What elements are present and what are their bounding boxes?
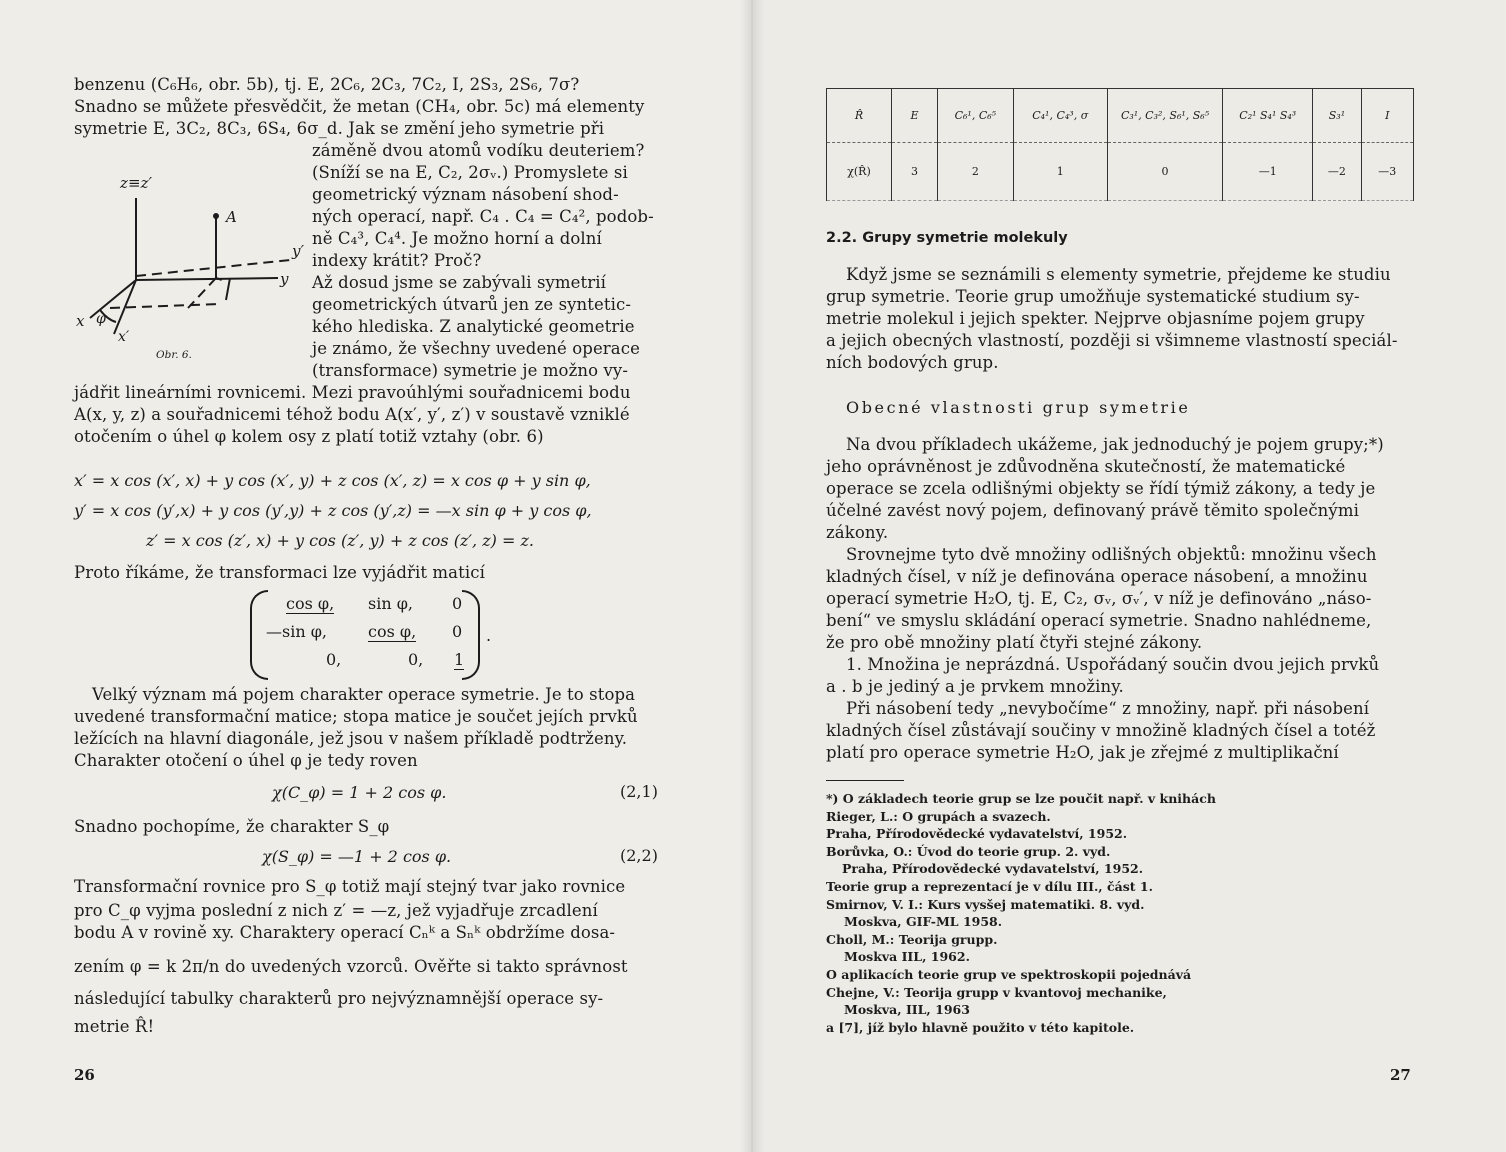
footnote-line: Praha, Přírodovědecké vydavatelství, 1952. <box>842 861 1144 877</box>
table-value-cell: 0 <box>1107 143 1222 201</box>
character-table-header <box>827 89 1414 143</box>
matrix-cell-0-2: 0 <box>452 594 463 613</box>
character-table-row <box>827 143 1414 201</box>
label-y-prime: y′ <box>292 242 305 260</box>
footnote-line: Smirnov, V. I.: Kurs vysšej matematiki. 8. vyd. <box>826 896 1145 912</box>
footnote-line: *) O základech teorie grup se lze poučit např. v knihách <box>826 791 1216 806</box>
text-line: záměně dvou atomů vodíku deuteriem? <box>312 141 645 160</box>
matrix-cell-0-0: cos φ, <box>286 594 335 613</box>
equation-2-2-number: (2,2) <box>620 846 658 865</box>
label-phi: φ <box>96 311 106 327</box>
table-header-cell: S₃¹ <box>1313 89 1361 143</box>
text-line: je známo, že všechny uvedené operace <box>312 339 640 358</box>
text-line: operací symetrie H₂O, tj. E, C₂, σᵥ, σᵥ′, v níž je definováno „náso- <box>826 589 1372 608</box>
matrix-right-bracket <box>462 590 480 680</box>
matrix-cell-1-1: cos φ, <box>368 622 417 641</box>
text-line: Snadno se můžete přesvědčit, že metan (CH₄, obr. 5c) má elementy <box>74 97 645 116</box>
label-x: x <box>76 312 85 330</box>
text-line: indexy krátit? Proč? <box>312 251 482 270</box>
text-line: a . b je jediný a je prvkem množiny. <box>826 677 1124 696</box>
book-gutter <box>740 0 764 1152</box>
footnote-line: Moskva, IIL, 1963 <box>844 1002 970 1018</box>
label-A: A <box>226 208 237 226</box>
table-value-cell: —3 <box>1361 143 1413 201</box>
text-line: platí pro operace symetrie H₂O, jak je zřejmé z multiplikační <box>826 743 1339 762</box>
text-line: účelné zavést nový pojem, definovaný právě těmito společnými <box>826 501 1359 520</box>
equation-2-1: χ(C_φ) = 1 + 2 cos φ. <box>272 783 447 802</box>
footnote-line: O aplikacích teorie grup ve spektroskopii pojednává <box>826 967 1192 982</box>
text-line: že pro obě množiny platí čtyři stejné zákony. <box>826 633 1203 652</box>
text-line: metrie molekul i jejich spekter. Nejprve objasníme pojem grupy <box>826 309 1365 328</box>
page-number-right: 27 <box>1390 1066 1411 1084</box>
footnote-line: Choll, M.: Teorija grupp. <box>826 931 998 947</box>
text-line: metrie R̂! <box>74 1017 155 1036</box>
text-line: bodu A v rovině xy. Charaktery operací Cₙᵏ a Sₙᵏ obdržíme dosa- <box>74 923 616 942</box>
matrix-cell-1-2: 0 <box>452 622 463 641</box>
table-value-cell: —2 <box>1313 143 1361 201</box>
text-line: benzenu (C₆H₆, obr. 5b), tj. E, 2C₆, 2C₃, 7C₂, I, 2S₃, 2S₆, 7σ? <box>74 75 580 94</box>
equation-2-2: χ(S_φ) = —1 + 2 cos φ. <box>262 847 452 866</box>
figure-6 <box>70 168 310 378</box>
equation-line: x′ = x cos (x′, x) + y cos (x′, y) + z cos (x′, z) = x cos φ + y sin φ, <box>74 471 591 490</box>
footnote-line: Moskva, GIF-ML 1958. <box>844 914 1003 930</box>
table-header-cell: C₆¹, C₆⁵ <box>938 89 1013 143</box>
table-row-label: χ(R̂) <box>827 143 892 201</box>
table-value-cell: 2 <box>938 143 1013 201</box>
text-line: geometrických útvarů jen ze syntetic- <box>312 295 632 314</box>
figure-caption: Obr. 6. <box>156 349 192 361</box>
text-line: symetrie E, 3C₂, 8C₃, 6S₄, 6σ_d. Jak se změní jeho symetrie při <box>74 119 605 138</box>
label-x-prime: x′ <box>118 329 130 345</box>
equation-2-1-number: (2,1) <box>620 782 658 801</box>
left-page <box>0 0 752 1152</box>
matrix-intro: Proto říkáme, že transformaci lze vyjádřit maticí <box>74 563 485 582</box>
section-title: 2.2. Grupy symetrie molekuly <box>826 230 1068 246</box>
text-line: bení“ ve smyslu skládání operací symetrie. Snadno nahlédneme, <box>826 611 1372 630</box>
table-header-cell: C₄¹, C₄³, σ <box>1013 89 1107 143</box>
footnote-line: Moskva IIL, 1962. <box>844 949 970 965</box>
text-line: 1. Množina je neprázdná. Uspořádaný součin dvou jejich prvků <box>846 655 1380 674</box>
text-line: ných operací, např. C₄ . C₄ = C₄², podob- <box>312 207 654 226</box>
matrix-cell-1-0: —sin φ, <box>266 622 328 641</box>
matrix-cell-2-0: 0, <box>326 650 342 669</box>
footnote-line: Borůvka, O.: Úvod do teorie grup. 2. vyd. <box>826 843 1111 859</box>
coordinate-axes-diagram <box>70 168 310 378</box>
text-line: Velký význam má pojem charakter operace symetrie. Je to stopa <box>92 685 636 704</box>
text-line: (transformace) symetrie je možno vy- <box>312 361 629 380</box>
text-line: ně C₄³, C₄⁴. Je možno horní a dolní <box>312 229 602 248</box>
text-line: následující tabulky charakterů pro nejvýznamnější operace sy- <box>74 989 604 1008</box>
footnote-rule <box>826 780 904 781</box>
table-value-cell: —1 <box>1223 143 1313 201</box>
text-line: Při násobení tedy „nevybočíme“ z množiny, např. při násobení <box>846 699 1370 718</box>
text-line: kého hlediska. Z analytické geometrie <box>312 317 635 336</box>
text-line: zákony. <box>826 523 889 542</box>
text-line: uvedené transformační matice; stopa matice je součet jejích prvků <box>74 707 638 726</box>
matrix-period: . <box>486 626 492 645</box>
matrix-cell-0-1: sin φ, <box>368 594 414 613</box>
table-header-cell: I <box>1361 89 1413 143</box>
footnote-line: Teorie grup a reprezentací je v dílu III., část 1. <box>826 879 1153 894</box>
text-line: grup symetrie. Teorie grup umožňuje systematické studium sy- <box>826 287 1360 306</box>
text-line: Charakter otočení o úhel φ je tedy roven <box>74 751 418 770</box>
matrix-cell-2-2: 1 <box>454 650 465 669</box>
text-line: kladných čísel zůstávají součiny v množině kladných čísel a totéž <box>826 721 1376 740</box>
subsection-title: Obecné vlastnosti grup symetrie <box>846 398 1191 417</box>
text-line: zením φ = k 2π/n do uvedených vzorců. Ověřte si takto správnost <box>74 957 628 976</box>
text-line: ležících na hlavní diagonále, jež jsou v našem příkladě podtrženy. <box>74 729 628 748</box>
text-line: Až dosud jsme se zabývali symetrií <box>312 273 607 292</box>
text-line: kladných čísel, v níž je definována operace násobení, a množinu <box>826 567 1368 586</box>
text-line: A(x, y, z) a souřadnicemi téhož bodu A(x′, y′, z′) v soustavě vzniklé <box>74 405 630 424</box>
text-line: otočením o úhel φ kolem osy z platí totiž vztahy (obr. 6) <box>74 427 544 446</box>
page-number-left: 26 <box>74 1066 95 1084</box>
text-line: jeho oprávněnost je zdůvodněna skutečností, že matematické <box>826 457 1346 476</box>
text-line: Srovnejme tyto dvě množiny odlišných objektů: množinu všech <box>846 545 1377 564</box>
footnote-line: a [7], jíž bylo hlavně použito v této kapitole. <box>826 1019 1135 1035</box>
text-line: pro C_φ vyjma poslední z nich z′ = —z, jež vyjadřuje zrcadlení <box>74 901 598 920</box>
footnote-line: Chejne, V.: Teorija grupp v kvantovoj mechanike, <box>826 984 1167 1000</box>
equation-line: y′ = x cos (y′,x) + y cos (y′,y) + z cos (y′,z) = —x sin φ + y cos φ, <box>74 501 592 520</box>
mid-line: Snadno pochopíme, že charakter S_φ <box>74 817 390 836</box>
table-value-cell: 3 <box>891 143 937 201</box>
text-line: operace se zcela odlišnými objekty se řídí týmiž zákony, a tedy je <box>826 479 1376 498</box>
text-line: Když jsme se seznámili s elementy symetrie, přejdeme ke studiu <box>846 265 1391 284</box>
matrix-cell-2-1: 0, <box>408 650 424 669</box>
table-header-cell: R̂ <box>827 89 892 143</box>
transformation-matrix <box>250 590 490 682</box>
label-z: z≡z′ <box>120 174 153 192</box>
text-line: a jejich obecných vlastností, později si všimneme vlastností speciál- <box>826 331 1398 350</box>
text-line: Transformační rovnice pro S_φ totiž mají stejný tvar jako rovnice <box>74 877 626 896</box>
text-line: ních bodových grup. <box>826 353 999 372</box>
table-header-cell: E <box>891 89 937 143</box>
text-line: jádřit lineárními rovnicemi. Mezi pravoúhlými souřadnicemi bodu <box>74 383 631 402</box>
footnote-line: Rieger, L.: O grupách a svazech. <box>826 808 1051 824</box>
footnote-line: Praha, Přírodovědecké vydavatelství, 1952. <box>826 826 1128 842</box>
text-line: Na dvou příkladech ukážeme, jak jednoduchý je pojem grupy;*) <box>846 435 1384 454</box>
text-line: geometrický význam násobení shod- <box>312 185 619 204</box>
table-header-cell: C₃¹, C₃², S₆¹, S₆⁵ <box>1107 89 1222 143</box>
text-line: (Sníží se na E, C₂, 2σᵥ.) Promyslete si <box>312 163 628 182</box>
equation-line: z′ = x cos (z′, x) + y cos (z′, y) + z cos (z′, z) = z. <box>146 531 534 550</box>
table-value-cell: 1 <box>1013 143 1107 201</box>
label-y: y <box>280 270 289 288</box>
character-table <box>826 88 1414 201</box>
table-header-cell: C₂¹ S₄¹ S₄³ <box>1223 89 1313 143</box>
